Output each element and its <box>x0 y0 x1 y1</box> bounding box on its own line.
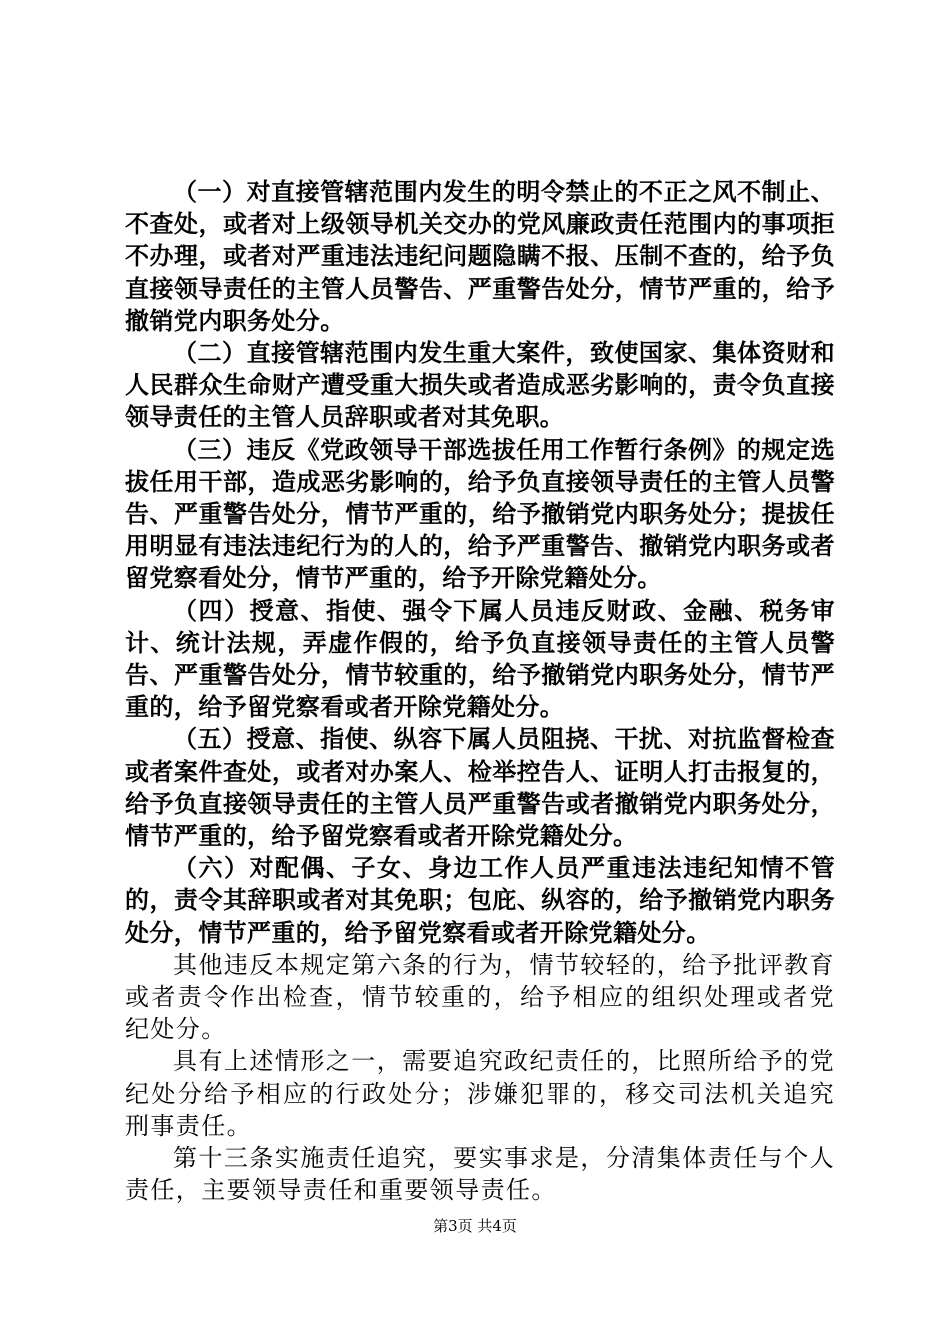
page-number-label: 第3页 共4页 <box>433 1217 517 1235</box>
paragraph-item-6: （六）对配偶、子女、身边工作人员严重违法违纪知情不管的，责令其辞职或者对其免职；包庇、纵容的，给予撤销党内职务处分，情节严重的，给予留党察看或者开除党籍处分。 <box>125 854 835 947</box>
paragraph-article-13: 第十三条实施责任追究，要实事求是，分清集体责任与个人责任，主要领导责任和重要领导责任。 <box>125 1144 835 1205</box>
document-body <box>125 176 835 1207</box>
paragraph-item-3: （三）违反《党政领导干部选拔任用工作暂行条例》的规定选拔任用干部，造成恶劣影响的，给予负直接领导责任的主管人员警告、严重警告处分，情节严重的，给予撤销党内职务处分；提拔任用明显有违法违纪行为的人的，给予严重警告、撤销党内职务或者留党察看处分，情节严重的，给予开除党籍处分。 <box>125 435 835 593</box>
paragraph-item-1: （一）对直接管辖范围内发生的明令禁止的不正之风不制止、不查处，或者对上级领导机关交办的党风廉政责任范围内的事项拒不办理，或者对严重违法违纪问题隐瞒不报、压制不查的，给予负直接领导责任的主管人员警告、严重警告处分，情节严重的，给予撤销党内职务处分。 <box>125 178 835 335</box>
paragraph-other-violations: 其他违反本规定第六条的行为，情节较轻的，给予批评教育或者责令作出检查，情节较重的，给予相应的组织处理或者党纪处分。 <box>125 950 835 1044</box>
paragraph-administrative-sanction: 具有上述情形之一，需要追究政纪责任的，比照所给予的党纪处分给予相应的行政处分；涉嫌犯罪的，移交司法机关追究刑事责任。 <box>125 1047 835 1140</box>
paragraph-item-5: （五）授意、指使、纵容下属人员阻挠、干扰、对抗监督检查或者案件查处，或者对办案人、检举控告人、证明人打击报复的，给予负直接领导责任的主管人员严重警告或者撤销党内职务处分，情节严重的，给予留党察看或者开除党籍处分。 <box>125 725 835 851</box>
paragraph-item-2: （二）直接管辖范围内发生重大案件，致使国家、集体资财和人民群众生命财产遭受重大损失或者造成恶劣影响的，责令负直接领导责任的主管人员辞职或者对其免职。 <box>125 339 835 432</box>
page-footer <box>0 1216 950 1236</box>
paragraph-item-4: （四）授意、指使、强令下属人员违反财政、金融、税务审计、统计法规，弄虚作假的，给予负直接领导责任的主管人员警告、严重警告处分，情节较重的，给予撤销党内职务处分，情节严重的，给予留党察看或者开除党籍处分。 <box>125 596 835 722</box>
